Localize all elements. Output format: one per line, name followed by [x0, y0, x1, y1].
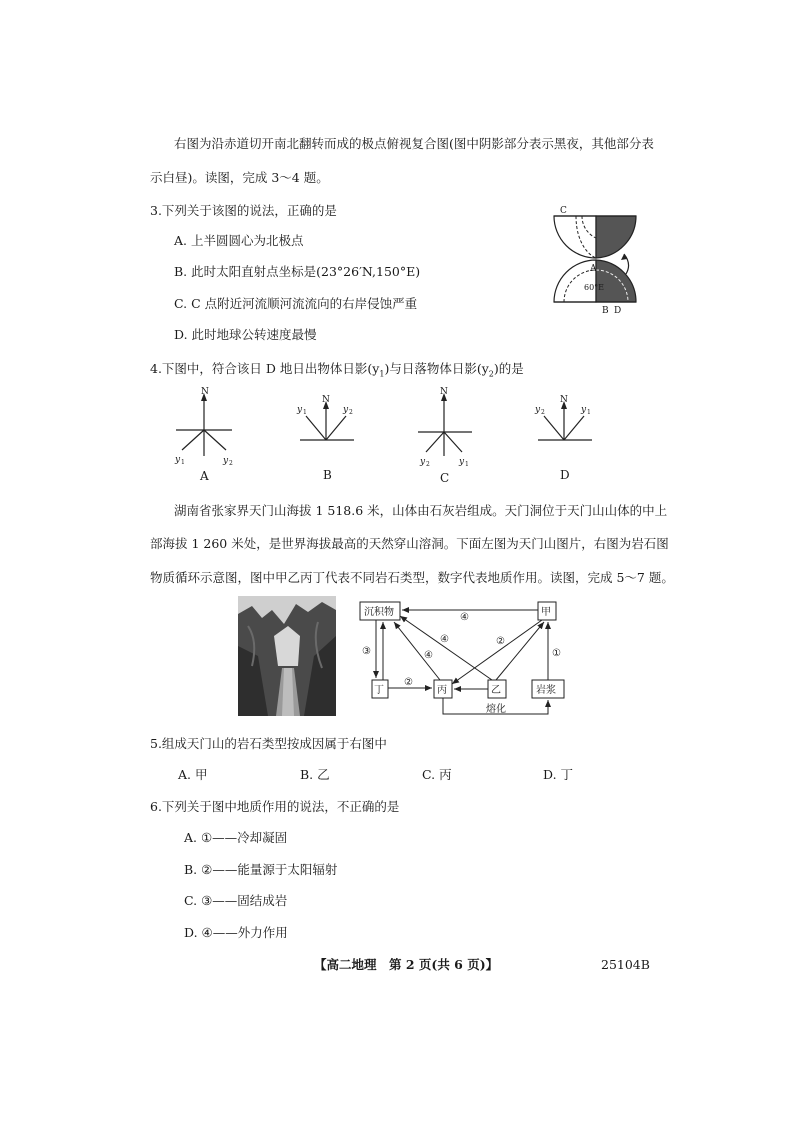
shadow-label-d: D: [560, 468, 570, 482]
svg-text:2: 2: [349, 409, 353, 416]
svg-text:N: N: [440, 387, 448, 397]
shadow-diagram-d[interactable]: [534, 396, 598, 484]
q4-stem: 4.下图中，符合该日 D 地日出物体日影$(y_1)$与日落物体日影$(y_2)$的是: [150, 361, 524, 379]
tianmen-mountain-photo: [238, 596, 336, 716]
q3-option-b[interactable]: B. 此时太阳直射点坐标是(23°26′N,150°E): [174, 264, 421, 279]
label-60e: 60°E: [584, 283, 605, 292]
passage-line-1: 湖南省张家界天门山海拔 1 518.6 米，山体由石灰岩组成。天门洞位于天门山山体的中上: [174, 503, 668, 518]
q5-stem: 5.组成天门山的岩石类型按成因属于右图中: [150, 736, 387, 751]
page-footer: 【高二地理 第 2 页(共 6 页)】: [314, 957, 499, 972]
svg-text:y: y: [297, 405, 303, 415]
svg-text:y: y: [535, 405, 541, 415]
passage-line-2: 部海拔 1 260 米处，是世界海拔最高的天然穿山溶洞。下面左图为天门山图片，右图为岩石图: [150, 536, 669, 551]
intro-line-2: 示白昼)。读图，完成 3～4 题。: [150, 170, 329, 185]
rock-cycle-diagram: [356, 598, 568, 722]
svg-text:y: y: [420, 457, 426, 467]
shadow-label-c: C: [440, 471, 450, 485]
q3-option-c[interactable]: C. C 点附近河流顺河流流向的右岸侵蚀严重: [174, 296, 418, 311]
svg-text:2: 2: [426, 461, 430, 468]
svg-text:①: ①: [552, 648, 561, 659]
box-bing: 丙: [437, 685, 447, 696]
label-b: B: [602, 306, 609, 316]
svg-text:1: 1: [303, 409, 307, 416]
q6-option-a[interactable]: A. ①——冷却凝固: [184, 830, 288, 845]
svg-text:③: ③: [362, 646, 371, 657]
svg-text:2: 2: [229, 460, 233, 467]
svg-text:y: y: [175, 455, 181, 465]
q3-option-a[interactable]: A. 上半圆圆心为北极点: [174, 233, 304, 248]
box-jia: 甲: [541, 607, 551, 618]
box-ding: 丁: [374, 685, 384, 696]
svg-text:N: N: [560, 395, 568, 405]
svg-text:y: y: [223, 456, 229, 466]
q6-option-d[interactable]: D. ④——外力作用: [184, 925, 288, 940]
box-yi: 乙: [491, 685, 501, 696]
shadow-diagram-b[interactable]: [296, 396, 360, 484]
svg-text:④: ④: [440, 634, 449, 645]
shadow-diagram-a[interactable]: [172, 388, 236, 484]
shadow-label-a: A: [200, 469, 209, 483]
svg-text:④: ④: [424, 650, 433, 661]
svg-text:N: N: [322, 395, 330, 405]
intro-line-1: 右图为沿赤道切开南北翻转而成的极点俯视复合图(图中阴影部分表示黑夜，其他部分表: [174, 136, 654, 151]
shadow-label-b: B: [323, 468, 332, 482]
label-c: C: [560, 206, 567, 216]
polar-view-diagram: [550, 204, 640, 316]
svg-text:1: 1: [465, 461, 469, 468]
shadow-diagram-c[interactable]: [414, 388, 478, 484]
box-magma: 岩浆: [536, 685, 556, 696]
q5-option-b[interactable]: B. 乙: [300, 767, 330, 782]
q6-stem: 6.下列关于图中地质作用的说法，不正确的是: [150, 799, 400, 814]
q5-option-d[interactable]: D. 丁: [543, 767, 574, 782]
svg-text:N: N: [201, 387, 209, 397]
svg-text:y: y: [343, 405, 349, 415]
svg-text:1: 1: [587, 409, 591, 416]
label-d: D: [614, 306, 622, 316]
q5-option-c[interactable]: C. 丙: [422, 767, 452, 782]
passage-line-3: 物质循环示意图，图中甲乙丙丁代表不同岩石类型，数字代表地质作用。读图，完成 5～7 题。: [150, 570, 674, 585]
box-sediment: 沉积物: [364, 607, 394, 618]
q6-option-b[interactable]: B. ②——能量源于太阳辐射: [184, 862, 338, 877]
svg-text:y: y: [459, 457, 465, 467]
q3-option-d[interactable]: D. 此时地球公转速度最慢: [174, 327, 317, 342]
q6-option-c[interactable]: C. ③——固结成岩: [184, 893, 288, 908]
q3-stem: 3.下列关于该图的说法，正确的是: [150, 203, 337, 218]
svg-text:1: 1: [181, 459, 185, 466]
svg-text:②: ②: [404, 677, 413, 688]
q5-option-a[interactable]: A. 甲: [178, 767, 208, 782]
paper-code: 25104B: [601, 957, 650, 972]
svg-text:④: ④: [460, 612, 469, 623]
svg-text:2: 2: [541, 409, 545, 416]
label-melt: 熔化: [486, 704, 506, 715]
label-a: A: [590, 264, 597, 274]
svg-text:y: y: [581, 405, 587, 415]
svg-text:②: ②: [496, 636, 505, 647]
